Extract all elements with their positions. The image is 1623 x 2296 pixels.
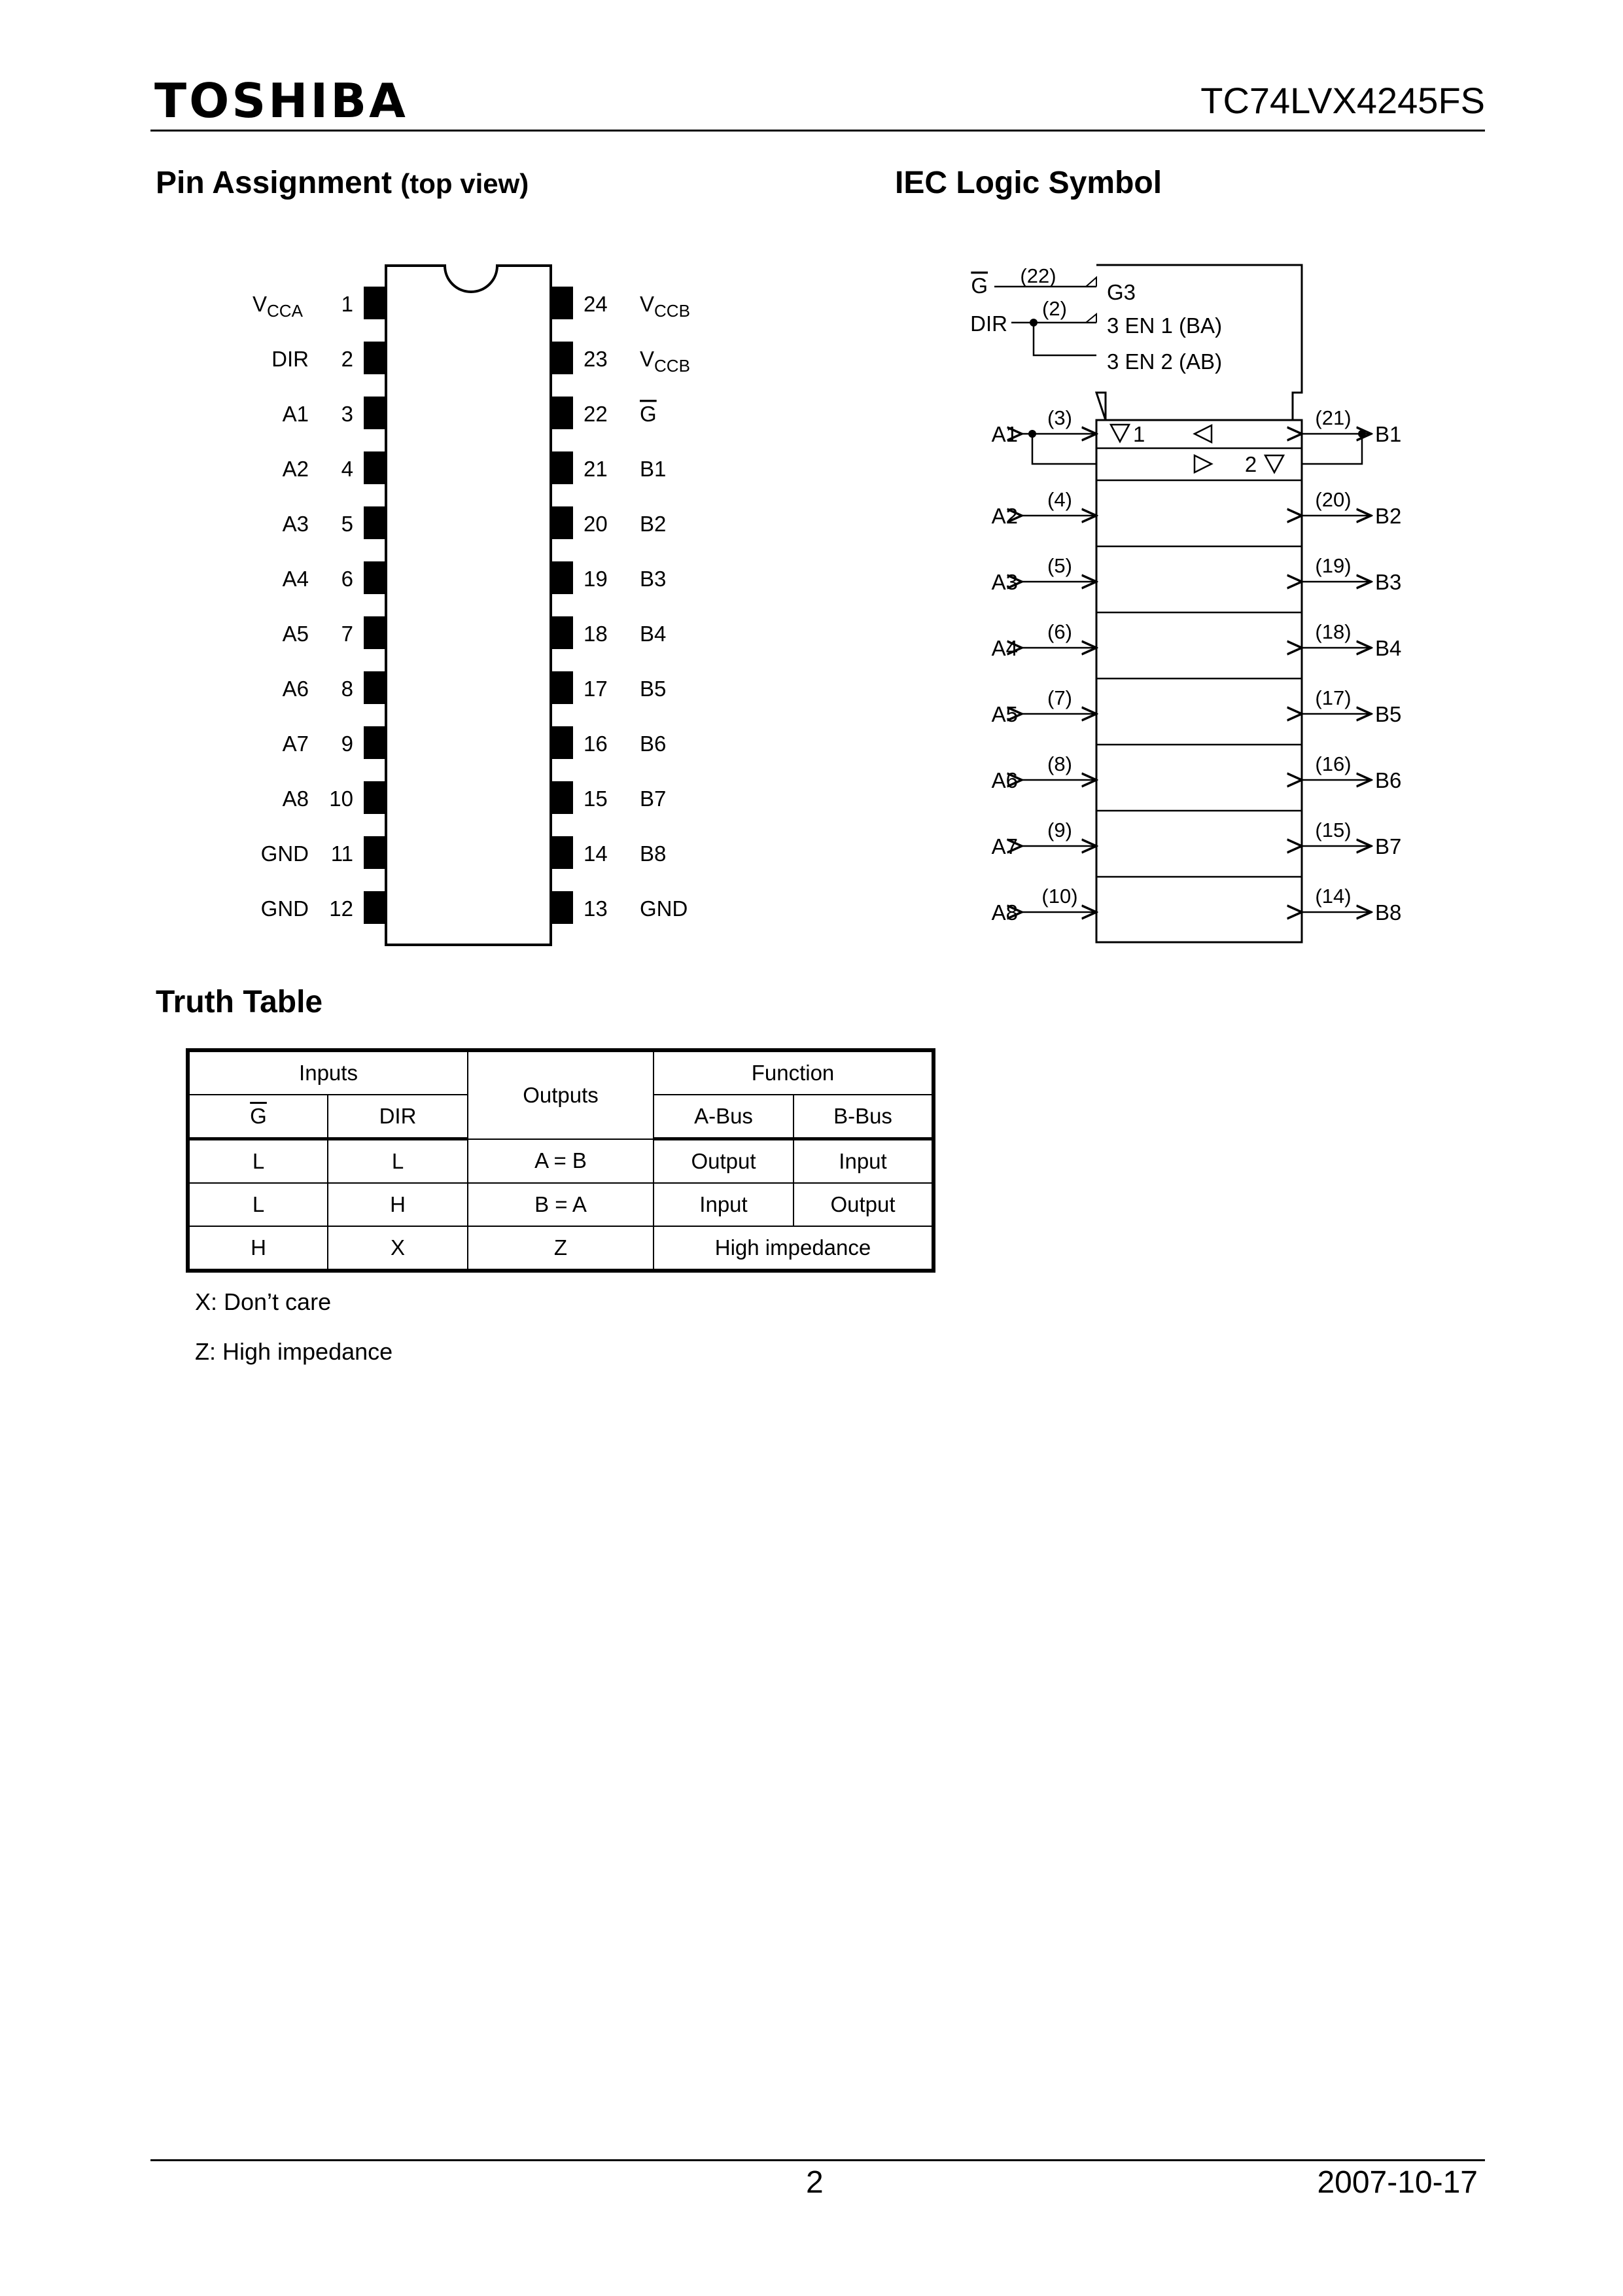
pin-lead-left xyxy=(364,726,386,759)
pin-lead-left xyxy=(364,561,386,594)
pin-number-right: 16 xyxy=(584,732,608,756)
b-side-pin: (17) xyxy=(1315,686,1352,709)
pin-name-left-7: A5 xyxy=(282,622,309,646)
table-row xyxy=(188,1183,934,1226)
b-side-label: B3 xyxy=(1375,570,1402,594)
pin-lead-left xyxy=(364,287,386,319)
control-line-2: 3 EN 1 (BA) xyxy=(1107,313,1223,338)
b-side-pin: (15) xyxy=(1315,819,1352,841)
iec-logic-symbol xyxy=(903,249,1478,955)
cell-g: L xyxy=(188,1139,328,1184)
header-outputs: Outputs xyxy=(468,1050,654,1139)
table-row xyxy=(188,1226,934,1271)
pin-lead-right xyxy=(551,287,573,319)
header-b-bus: B-Bus xyxy=(794,1095,934,1139)
note-dont-care: X: Don’t care xyxy=(195,1288,332,1315)
footer-rule xyxy=(150,2159,1485,2161)
a-side-label: A2 xyxy=(991,504,1018,528)
ic-body-outline xyxy=(386,266,551,945)
pin-name-right-12: GND xyxy=(640,896,688,921)
g-input-pin: (22) xyxy=(1020,264,1056,287)
dir-input-label: DIR xyxy=(970,311,1007,336)
pin-lead-left xyxy=(364,616,386,649)
pin-name-right-3: G xyxy=(640,402,657,426)
pin-lead-left xyxy=(364,506,386,539)
pin-group xyxy=(253,287,690,924)
pin-lead-right xyxy=(551,342,573,374)
b-side-label: B2 xyxy=(1375,504,1402,528)
cell-a-bus: Output xyxy=(654,1139,794,1184)
pin-name-left-6: A4 xyxy=(282,567,309,591)
pin-name-right-7: B4 xyxy=(640,622,667,646)
cell-dir: X xyxy=(328,1226,468,1271)
part-number: TC74LVX4245FS xyxy=(1200,80,1485,121)
pin-lead-right xyxy=(551,616,573,649)
header-a-bus: A-Bus xyxy=(654,1095,794,1139)
cell-dir: L xyxy=(328,1139,468,1184)
a1-feedback-line xyxy=(1032,434,1096,464)
a-side-label: A4 xyxy=(991,636,1018,660)
cell-g: H xyxy=(188,1226,328,1271)
pin-lead-right xyxy=(551,451,573,484)
control-line-1: G3 xyxy=(1107,280,1136,304)
pin-name-sub-right-1: CCB xyxy=(654,301,690,321)
pin-number-right: 23 xyxy=(584,347,608,371)
pin-lead-left xyxy=(364,671,386,704)
header-inputs: Inputs xyxy=(188,1050,468,1095)
pin-number-right: 15 xyxy=(584,786,608,811)
pin-lead-left xyxy=(364,781,386,814)
pin-number-left: 2 xyxy=(341,347,353,371)
a-side-pin: (3) xyxy=(1047,406,1072,429)
pin-lead-left xyxy=(364,342,386,374)
tristate-output-right-icon xyxy=(1265,455,1283,472)
buffer-left-triangle-icon xyxy=(1195,425,1212,442)
pin-number-right: 22 xyxy=(584,402,608,426)
b-side-label: B4 xyxy=(1375,636,1402,660)
pin-number-left: 10 xyxy=(329,786,353,811)
a-side-label: A3 xyxy=(991,570,1018,594)
pin-name-right-2: $V_{CCB}$ xyxy=(640,347,690,376)
a-side-label: A5 xyxy=(991,702,1018,726)
pin-name-right-9: B6 xyxy=(640,732,667,756)
pin-name-left-2: DIR xyxy=(271,347,309,371)
pin-number-left: 11 xyxy=(330,841,353,866)
a-side-pin: (7) xyxy=(1047,686,1072,709)
header-g xyxy=(188,1095,328,1139)
tristate-output-left-icon xyxy=(1111,425,1129,442)
cell-output: A = B xyxy=(468,1139,654,1184)
pin-name-left-1: $V_{CCA}$ xyxy=(253,292,303,321)
b-side-label: B7 xyxy=(1375,834,1402,858)
b-side-pin: (18) xyxy=(1315,620,1352,643)
footer-date: 2007-10-17 xyxy=(1317,2165,1478,2200)
pin-lead-right xyxy=(551,671,573,704)
dir-negation-indicator xyxy=(1086,314,1096,323)
pin-number-left: 3 xyxy=(341,402,353,426)
pin-name-sub-left-1: CCA xyxy=(267,301,303,321)
pin-number-right: 18 xyxy=(584,622,608,646)
truth-table-heading: Truth Table xyxy=(156,985,323,1019)
header-g-label: $\overline{G}$ xyxy=(250,1104,267,1128)
g-negation-indicator xyxy=(1086,277,1096,287)
header-dir: DIR xyxy=(328,1095,468,1139)
pin-name-left-3: A1 xyxy=(282,402,309,426)
pin-number-left: 8 xyxy=(341,677,353,701)
pin-lead-right xyxy=(551,726,573,759)
a-side-pin: (10) xyxy=(1041,885,1078,908)
pin-name-right-4: B1 xyxy=(640,457,667,481)
header-function: Function xyxy=(654,1050,934,1095)
b-side-label: B5 xyxy=(1375,702,1402,726)
truth-table xyxy=(186,1048,935,1273)
pin-name-left-5: A3 xyxy=(282,512,309,536)
a-side-label: A8 xyxy=(991,900,1018,925)
a-side-label: A6 xyxy=(991,768,1018,792)
b-side-label: B6 xyxy=(1375,768,1402,792)
a-side-pin: (6) xyxy=(1047,620,1072,643)
b-side-pin: (21) xyxy=(1315,406,1352,429)
pin-name-left-10: A8 xyxy=(282,786,309,811)
a-side-pin: (5) xyxy=(1047,554,1072,577)
control-line-3: 3 EN 2 (AB) xyxy=(1107,349,1223,374)
pin-lead-left xyxy=(364,397,386,429)
cell-b-bus: Input xyxy=(794,1139,934,1184)
pin-lead-right xyxy=(551,506,573,539)
pin-lead-left xyxy=(364,891,386,924)
pin-name-left-11: GND xyxy=(260,841,309,866)
pin-number-left: 7 xyxy=(341,622,353,646)
pin-name-right-1: $V_{CCB}$ xyxy=(640,292,690,321)
a-side-label: A7 xyxy=(991,834,1018,858)
dir-branch-line xyxy=(1034,323,1096,355)
pin-number-right: 24 xyxy=(584,292,608,316)
cell-dir: H xyxy=(328,1183,468,1226)
pin-lead-right xyxy=(551,891,573,924)
brand-logo: TOSHIBA xyxy=(154,73,408,128)
pin-name-right-8: B5 xyxy=(640,677,667,701)
pin-lead-right xyxy=(551,836,573,869)
pin-number-left: 5 xyxy=(341,512,353,536)
pin-name-left-8: A6 xyxy=(282,677,309,701)
page-number: 2 xyxy=(806,2165,824,2200)
iec-symbol-heading: IEC Logic Symbol xyxy=(895,166,1162,200)
iec-io-rows xyxy=(992,406,1402,925)
pin-name-right-10: B7 xyxy=(640,786,667,811)
cell-g: L xyxy=(188,1183,328,1226)
pin-assignment-title: Pin Assignment xyxy=(156,166,392,200)
pin-number-left: 4 xyxy=(341,457,353,481)
pin-name-left-12: GND xyxy=(260,896,309,921)
cell-b-bus: Output xyxy=(794,1183,934,1226)
cell-function: High impedance xyxy=(654,1226,934,1271)
pin-number-right: 21 xyxy=(584,457,608,481)
pin-name-right-5: B2 xyxy=(640,512,667,536)
pin-number-left: 9 xyxy=(341,732,353,756)
a-side-pin: (4) xyxy=(1047,488,1072,511)
pin-number-right: 19 xyxy=(584,567,608,591)
pin-name-right-11: B8 xyxy=(640,841,667,866)
buffer-right-triangle-icon xyxy=(1195,455,1212,472)
pin-assignment-subtitle: (top view) xyxy=(400,168,529,199)
b1-feedback-line xyxy=(1302,434,1362,464)
table-row xyxy=(188,1139,934,1184)
cell-a-bus: Input xyxy=(654,1183,794,1226)
pin-lead-right xyxy=(551,781,573,814)
b-side-pin: (20) xyxy=(1315,488,1352,511)
a-side-label: A1 xyxy=(991,422,1018,446)
pin-number-right: 17 xyxy=(584,677,608,701)
b-side-label: B1 xyxy=(1375,422,1402,446)
a-side-pin: (8) xyxy=(1047,752,1072,775)
pin-name-sub-right-2: CCB xyxy=(654,356,690,376)
b-side-pin: (19) xyxy=(1315,554,1352,577)
pin-name-right-6: B3 xyxy=(640,567,667,591)
pin-lead-right xyxy=(551,561,573,594)
transceiver-cell-block xyxy=(1096,420,1302,942)
pin-name-left-9: A7 xyxy=(282,732,309,756)
pin-number-left: 6 xyxy=(341,567,353,591)
b-side-label: B8 xyxy=(1375,900,1402,925)
pin-lead-left xyxy=(364,451,386,484)
pin-number-right: 14 xyxy=(584,841,608,866)
pin-assignment-diagram xyxy=(0,0,850,968)
cell-right-index: 2 xyxy=(1244,452,1257,476)
b-side-pin: (16) xyxy=(1315,752,1352,775)
pin-lead-left xyxy=(364,836,386,869)
pin-number-left: 12 xyxy=(329,896,353,921)
cell-output: Z xyxy=(468,1226,654,1271)
pin-name-left-4: A2 xyxy=(282,457,309,481)
a-side-pin: (9) xyxy=(1047,819,1072,841)
pin-lead-right xyxy=(551,397,573,429)
cell-left-index: 1 xyxy=(1133,422,1145,446)
pin-number-right: 20 xyxy=(584,512,608,536)
g-input-label: G xyxy=(971,274,988,298)
cell-output: B = A xyxy=(468,1183,654,1226)
pin-number-right: 13 xyxy=(584,896,608,921)
dir-input-pin: (2) xyxy=(1042,297,1067,320)
note-high-impedance: Z: High impedance xyxy=(195,1338,393,1365)
b-side-pin: (14) xyxy=(1315,885,1352,908)
pin-number-left: 1 xyxy=(341,292,353,316)
